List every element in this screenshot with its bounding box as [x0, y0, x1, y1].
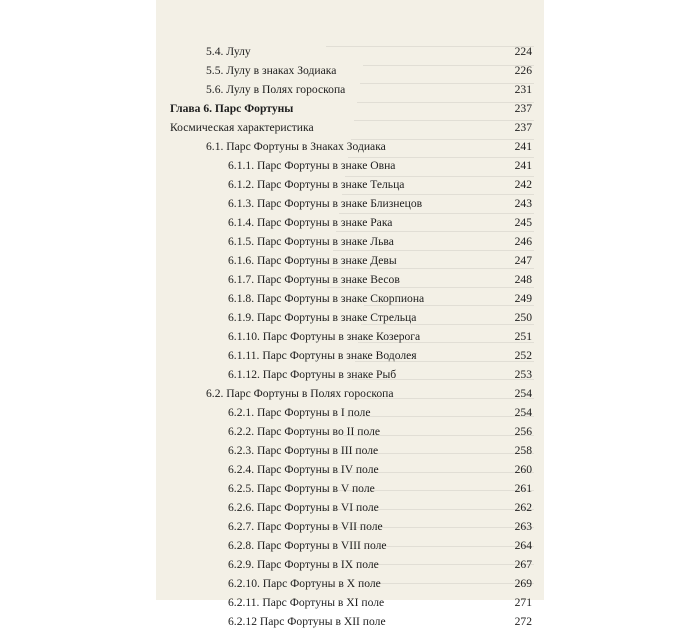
toc-entry-page: 254 [514, 406, 532, 419]
toc-entry [170, 99, 532, 118]
toc-entry-page: 254 [514, 387, 532, 400]
toc-entry-title: 6.1.9. Парс Фортуны в знаке Стрельца [228, 311, 417, 324]
toc-entry-page: 242 [514, 178, 532, 191]
toc-entry-page: 252 [514, 349, 532, 362]
toc-entry [170, 175, 532, 194]
toc-entry-title: 5.4. Лулу [206, 45, 251, 58]
toc-entry-title: 6.1.11. Парс Фортуны в знаке Водолея [228, 349, 417, 362]
toc-entry-title: 6.1.10. Парс Фортуны в знаке Козерога [228, 330, 421, 343]
toc-entry-title: 6.1.7. Парс Фортуны в знаке Весов [228, 273, 400, 286]
toc-entry-page: 247 [514, 254, 532, 267]
toc-entry [170, 308, 532, 327]
toc-entry [170, 536, 532, 555]
toc-entry-page: 262 [514, 501, 532, 514]
toc-entry-title: 6.1.6. Парс Фортуны в знаке Девы [228, 254, 397, 267]
toc-entry [170, 612, 532, 631]
toc-entry-title: 6.1.4. Парс Фортуны в знаке Рака [228, 216, 393, 229]
toc-entry-title: 6.2.11. Парс Фортуны в XI поле [228, 596, 385, 609]
toc-entry-page: 237 [514, 121, 532, 134]
toc-entry [170, 593, 532, 612]
toc-entry-page: 241 [514, 159, 532, 172]
toc-entry-page: 253 [514, 368, 532, 381]
toc-entry-page: 250 [514, 311, 532, 324]
toc-entry-page: 263 [514, 520, 532, 533]
toc-entry-page: 260 [514, 463, 532, 476]
toc-entry-title: 6.2.5. Парс Фортуны в V поле [228, 482, 375, 495]
toc-entry-title: 5.6. Лулу в Полях гороскопа [206, 83, 346, 96]
toc-entry-page: 226 [514, 64, 532, 77]
toc-entry [170, 80, 532, 99]
toc-entry-page: 245 [514, 216, 532, 229]
toc-entry [170, 61, 532, 80]
toc-entry-title: 6.1. Парс Фортуны в Знаках Зодиака [206, 140, 386, 153]
toc-entry [170, 441, 532, 460]
toc-entry [170, 384, 532, 403]
toc-entry-title: 6.2.10. Парс Фортуны в X поле [228, 577, 381, 590]
toc-entry [170, 270, 532, 289]
toc-entry-title: 6.2.3. Парс Фортуны в III поле [228, 444, 379, 457]
toc-entry [170, 460, 532, 479]
toc-entry-page: 241 [514, 140, 532, 153]
toc-entry-page: 246 [514, 235, 532, 248]
toc-entry-page: 251 [514, 330, 532, 343]
toc-entry-page: 248 [514, 273, 532, 286]
toc-entry-title: 6.1.5. Парс Фортуны в знаке Льва [228, 235, 394, 248]
toc-entry-page: 224 [514, 45, 532, 58]
toc-entry [170, 346, 532, 365]
toc-entry-page: 237 [514, 102, 532, 115]
toc-entry [170, 232, 532, 251]
toc-entry-title: 5.5. Лулу в знаках Зодиака [206, 64, 337, 77]
toc-entry-title: 6.1.8. Парс Фортуны в знаке Скорпиона [228, 292, 425, 305]
toc-entry [170, 574, 532, 593]
toc-entry [170, 479, 532, 498]
toc-entry [170, 251, 532, 270]
toc-entry [170, 422, 532, 441]
toc-entry-title: 6.2. Парс Фортуны в Полях гороскопа [206, 387, 394, 400]
toc-entry-page: 267 [514, 558, 532, 571]
toc-entry-title: Глава 6. Парс Фортуны [170, 102, 294, 115]
table-of-contents [170, 42, 532, 631]
toc-entry-title: 6.2.9. Парс Фортуны в IX поле [228, 558, 379, 571]
toc-entry-page: 264 [514, 539, 532, 552]
toc-entry [170, 517, 532, 536]
toc-entry-page: 272 [514, 615, 532, 628]
toc-entry-title: 6.2.12 Парс Фортуны в XII поле [228, 615, 386, 628]
toc-entry [170, 156, 532, 175]
toc-entry-page: 243 [514, 197, 532, 210]
toc-entry [170, 498, 532, 517]
toc-entry [170, 289, 532, 308]
toc-entry [170, 365, 532, 384]
toc-entry [170, 555, 532, 574]
toc-entry-title: 6.2.4. Парс Фортуны в IV поле [228, 463, 379, 476]
toc-entry-title: 6.1.3. Парс Фортуны в знаке Близнецов [228, 197, 423, 210]
toc-entry-page: 256 [514, 425, 532, 438]
toc-entry-title: 6.2.6. Парс Фортуны в VI поле [228, 501, 379, 514]
toc-entry-page: 269 [514, 577, 532, 590]
toc-entry-title: 6.2.7. Парс Фортуны в VII поле [228, 520, 383, 533]
toc-entry-title: 6.2.8. Парс Фортуны в VIII поле [228, 539, 387, 552]
toc-entry [170, 213, 532, 232]
toc-entry-title: Космическая характеристика [170, 121, 314, 134]
toc-entry [170, 137, 532, 156]
toc-entry [170, 194, 532, 213]
toc-entry-page: 271 [514, 596, 532, 609]
toc-entry [170, 42, 532, 61]
toc-entry [170, 118, 532, 137]
book-page [156, 0, 544, 628]
toc-entry-page: 249 [514, 292, 532, 305]
toc-entry-title: 6.2.1. Парс Фортуны в I поле [228, 406, 371, 419]
toc-entry-page: 261 [514, 482, 532, 495]
toc-entry-page: 231 [514, 83, 532, 96]
toc-entry-title: 6.2.2. Парс Фортуны во II поле [228, 425, 381, 438]
toc-entry [170, 403, 532, 422]
toc-entry [170, 327, 532, 346]
toc-entry-title: 6.1.2. Парс Фортуны в знаке Тельца [228, 178, 405, 191]
toc-entry-title: 6.1.12. Парс Фортуны в знаке Рыб [228, 368, 397, 381]
toc-entry-page: 258 [514, 444, 532, 457]
toc-entry-title: 6.1.1. Парс Фортуны в знаке Овна [228, 159, 396, 172]
